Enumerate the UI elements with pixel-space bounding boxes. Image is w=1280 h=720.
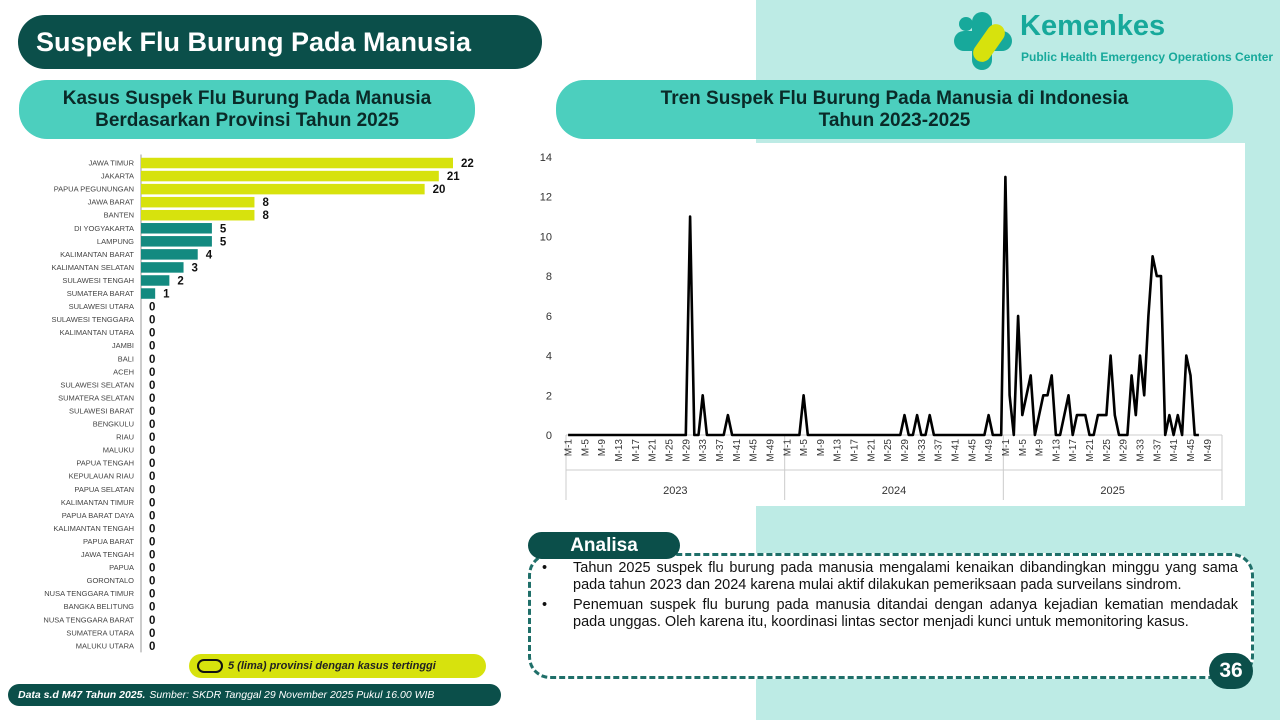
line-chart-title-line1: Tren Suspek Flu Burung Pada Manusia di Indonesia bbox=[660, 87, 1129, 109]
bar-value-label: 5 bbox=[219, 236, 227, 249]
bar-value-label: 0 bbox=[149, 419, 156, 432]
x-tick-label: M-49 bbox=[765, 439, 777, 462]
bar-category-label: JAWA BARAT bbox=[87, 197, 134, 207]
bar-value-label: 0 bbox=[149, 445, 156, 458]
x-tick-label: M-29 bbox=[900, 439, 912, 462]
bar-chart-title-line1: Kasus Suspek Flu Burung Pada Manusia bbox=[62, 87, 432, 109]
bar-category-label: KALIMANTAN SELATAN bbox=[51, 262, 134, 272]
bar-value-label: 0 bbox=[149, 510, 156, 523]
bar bbox=[141, 275, 169, 286]
bar-category-label: JAKARTA bbox=[100, 171, 134, 181]
bar-category-label: KALIMANTAN TENGAH bbox=[53, 523, 134, 533]
bar-category-label: PAPUA bbox=[109, 563, 134, 573]
trend-series-line bbox=[568, 177, 1199, 435]
bar-value-label: 0 bbox=[149, 562, 156, 575]
bar-value-label: 0 bbox=[149, 392, 156, 405]
y-tick-label: 0 bbox=[545, 430, 552, 442]
x-tick-label: M-41 bbox=[731, 439, 743, 462]
bar-category-label: SULAWESI TENGGARA bbox=[51, 315, 134, 325]
x-tick-label: M-49 bbox=[1202, 439, 1214, 462]
kemenkes-logo-icon bbox=[950, 8, 1016, 74]
bar-category-label: NUSA TENGGARA BARAT bbox=[43, 615, 134, 625]
bar-category-label: RIAU bbox=[116, 432, 134, 442]
bar-value-label: 0 bbox=[149, 575, 156, 588]
bar-category-label: MALUKU bbox=[102, 445, 134, 455]
y-tick-label: 4 bbox=[545, 350, 552, 363]
bar-value-label: 0 bbox=[149, 327, 156, 340]
bar-value-label: 4 bbox=[205, 249, 213, 262]
footer-source: Sumber: SKDR Tanggal 29 November 2025 Pukul 16.00 WIB bbox=[149, 689, 435, 701]
top5-legend bbox=[189, 654, 486, 678]
x-tick-label: M-1 bbox=[782, 439, 794, 457]
analysis-title bbox=[528, 532, 680, 559]
legend-note-text: 5 (lima) provinsi dengan kasus tertinggi bbox=[228, 660, 436, 672]
bar-value-label: 0 bbox=[149, 588, 156, 601]
bar-category-label: PAPUA SELATAN bbox=[74, 484, 134, 494]
bar-value-label: 0 bbox=[149, 301, 156, 314]
logo-name: Kemenkes bbox=[1020, 10, 1166, 42]
bar-value-label: 0 bbox=[149, 458, 156, 471]
x-tick-label: M-37 bbox=[714, 439, 726, 462]
x-tick-label: M-13 bbox=[614, 439, 626, 462]
year-label: 2023 bbox=[663, 485, 688, 497]
x-tick-label: M-21 bbox=[647, 439, 659, 462]
y-tick-label: 6 bbox=[545, 310, 552, 323]
x-tick-label: M-1 bbox=[1000, 439, 1012, 457]
bar-value-label: 0 bbox=[149, 432, 156, 445]
x-tick-label: M-17 bbox=[630, 439, 642, 462]
bar-value-label: 0 bbox=[149, 379, 156, 392]
bar-category-label: BANTEN bbox=[103, 210, 134, 220]
x-tick-label: M-29 bbox=[1118, 439, 1130, 462]
bar-value-label: 0 bbox=[149, 627, 156, 640]
bar-category-label: JAMBI bbox=[111, 341, 134, 351]
bar-category-label: JAWA TIMUR bbox=[88, 158, 134, 168]
x-tick-label: M-33 bbox=[1135, 439, 1147, 462]
bar-value-label: 0 bbox=[149, 523, 156, 536]
bar-category-label: SUMATERA SELATAN bbox=[58, 393, 134, 403]
bar bbox=[141, 249, 198, 260]
bar-value-label: 8 bbox=[262, 197, 269, 210]
province-bar-chart bbox=[0, 150, 520, 655]
bar-value-label: 2 bbox=[177, 275, 184, 288]
bar-category-label: SULAWESI UTARA bbox=[68, 302, 134, 312]
x-tick-label: M-41 bbox=[1169, 439, 1181, 462]
bar-category-label: SULAWESI SELATAN bbox=[60, 380, 134, 390]
x-tick-label: M-45 bbox=[748, 439, 760, 462]
line-chart-title bbox=[556, 80, 1233, 139]
bar-category-label: LAMPUNG bbox=[96, 236, 134, 246]
bar-category-label: SUMATERA BARAT bbox=[66, 289, 134, 299]
bar-value-label: 0 bbox=[149, 640, 156, 653]
bar-value-label: 0 bbox=[149, 614, 156, 627]
x-tick-label: M-21 bbox=[1085, 439, 1097, 462]
x-tick-label: M-33 bbox=[698, 439, 710, 462]
bar bbox=[141, 158, 453, 169]
x-tick-label: M-29 bbox=[681, 439, 693, 462]
x-tick-label: M-9 bbox=[597, 439, 609, 457]
analysis-item: • Tahun 2025 suspek flu burung pada manusia mengalami kenaikan dibandingkan minggu yang sama pada tahun 2023 dan 2024 karena mulai aktif dilakukan pemeriksaan pada surveilans sindrom. bbox=[540, 560, 1238, 594]
trend-line-chart bbox=[530, 143, 1245, 506]
bar-value-label: 0 bbox=[149, 549, 156, 562]
bar-value-label: 0 bbox=[149, 484, 156, 497]
bar-category-label: KALIMANTAN UTARA bbox=[59, 328, 134, 338]
page-title bbox=[18, 15, 542, 69]
x-tick-label: M-25 bbox=[1101, 439, 1113, 462]
year-label: 2024 bbox=[881, 485, 907, 497]
bar-category-label: KEPULAUAN RIAU bbox=[68, 471, 134, 481]
bar bbox=[141, 210, 254, 221]
x-tick-label: M-13 bbox=[1051, 439, 1063, 462]
bar-value-label: 3 bbox=[191, 262, 198, 275]
bar-category-label: JAWA TENGAH bbox=[80, 550, 134, 560]
bar-category-label: BALI bbox=[117, 354, 134, 364]
bar-category-label: PAPUA TENGAH bbox=[76, 458, 134, 468]
bar-value-label: 5 bbox=[219, 223, 227, 236]
logo-subtitle: Public Health Emergency Operations Center bbox=[1021, 50, 1274, 64]
bar-value-label: 0 bbox=[149, 340, 156, 353]
bar-category-label: KALIMANTAN BARAT bbox=[60, 249, 134, 259]
bar bbox=[141, 197, 254, 208]
page-number-text: 36 bbox=[1219, 659, 1243, 682]
x-tick-label: M-5 bbox=[1017, 439, 1029, 457]
bar-category-label: PAPUA BARAT DAYA bbox=[61, 510, 134, 520]
analysis-list bbox=[540, 560, 1238, 634]
bar-category-label: PAPUA BARAT bbox=[83, 536, 134, 546]
x-tick-label: M-33 bbox=[916, 439, 928, 462]
x-tick-label: M-37 bbox=[1152, 439, 1164, 462]
footer-bold: Data s.d M47 Tahun 2025. bbox=[18, 689, 146, 701]
x-tick-label: M-49 bbox=[984, 439, 996, 462]
bar-category-label: SULAWESI TENGAH bbox=[62, 275, 134, 285]
legend-swatch-icon bbox=[197, 659, 223, 673]
bar-value-label: 0 bbox=[149, 366, 156, 379]
kemenkes-logo bbox=[950, 8, 1274, 78]
bar-value-label: 1 bbox=[163, 288, 170, 301]
analysis-item: • Penemuan suspek flu burung pada manusia ditandai dengan adanya kejadian kematian mendadak pada unggas. Oleh karena itu, koordinasi lintas sector menjadi kunci untuk memonitoring kasus. bbox=[540, 597, 1238, 631]
bar-value-label: 8 bbox=[262, 210, 269, 223]
bar-category-label: BANGKA BELITUNG bbox=[63, 602, 134, 612]
page-number bbox=[1209, 653, 1253, 689]
bar-category-label: NUSA TENGGARA TIMUR bbox=[44, 589, 134, 599]
bar bbox=[141, 223, 212, 234]
bar-value-label: 0 bbox=[149, 497, 156, 510]
bar bbox=[141, 262, 184, 273]
year-label: 2025 bbox=[1100, 485, 1125, 497]
bar-chart-title bbox=[19, 80, 475, 139]
bar-category-label: PAPUA PEGUNUNGAN bbox=[53, 184, 134, 194]
bar-category-label: KALIMANTAN TIMUR bbox=[60, 497, 134, 507]
bar bbox=[141, 288, 155, 299]
bar bbox=[141, 184, 425, 195]
bar-category-label: SUMATERA UTARA bbox=[66, 628, 134, 638]
bar-category-label: DI YOGYAKARTA bbox=[74, 223, 134, 233]
bar bbox=[141, 171, 439, 182]
bar-category-label: SULAWESI BARAT bbox=[68, 406, 134, 416]
bar-category-label: ACEH bbox=[113, 367, 134, 377]
line-chart-title-line2: Tahun 2023-2025 bbox=[818, 109, 971, 131]
x-tick-label: M-45 bbox=[1185, 439, 1197, 462]
bar-value-label: 0 bbox=[149, 405, 156, 418]
x-tick-label: M-17 bbox=[1068, 439, 1080, 462]
bar-value-label: 0 bbox=[149, 353, 156, 366]
x-tick-label: M-1 bbox=[563, 439, 575, 457]
bar-category-label: GORONTALO bbox=[86, 576, 134, 586]
y-tick-label: 14 bbox=[539, 152, 552, 164]
x-tick-label: M-9 bbox=[815, 439, 827, 457]
x-tick-label: M-21 bbox=[866, 439, 878, 462]
bar-value-label: 21 bbox=[446, 171, 460, 184]
x-tick-label: M-41 bbox=[950, 439, 962, 462]
x-tick-label: M-5 bbox=[799, 439, 811, 457]
x-tick-label: M-37 bbox=[933, 439, 945, 462]
bar-value-label: 22 bbox=[461, 158, 474, 171]
analysis-title-text: Analisa bbox=[570, 534, 638, 556]
x-tick-label: M-25 bbox=[664, 439, 676, 462]
y-tick-label: 2 bbox=[545, 390, 552, 403]
x-tick-label: M-45 bbox=[967, 439, 979, 462]
x-tick-label: M-9 bbox=[1034, 439, 1046, 457]
x-tick-label: M-25 bbox=[883, 439, 895, 462]
bar-value-label: 20 bbox=[432, 184, 446, 197]
y-tick-label: 8 bbox=[545, 271, 552, 284]
x-tick-label: M-5 bbox=[580, 439, 592, 457]
bar-chart-title-line2: Berdasarkan Provinsi Tahun 2025 bbox=[95, 109, 399, 131]
bar-category-label: BENGKULU bbox=[92, 419, 134, 429]
y-tick-label: 12 bbox=[539, 191, 552, 204]
y-tick-label: 10 bbox=[539, 231, 552, 244]
bar-category-label: MALUKU UTARA bbox=[75, 641, 134, 651]
trend-chart-panel bbox=[530, 143, 1245, 506]
x-tick-label: M-13 bbox=[832, 439, 844, 462]
bar bbox=[141, 236, 212, 247]
bar-value-label: 0 bbox=[149, 536, 156, 549]
bar-value-label: 0 bbox=[149, 314, 156, 327]
x-tick-label: M-17 bbox=[849, 439, 861, 462]
bar-value-label: 0 bbox=[149, 471, 156, 484]
bar-value-label: 0 bbox=[149, 601, 156, 614]
source-footer bbox=[8, 684, 501, 706]
page-title-text: Suspek Flu Burung Pada Manusia bbox=[36, 26, 472, 57]
